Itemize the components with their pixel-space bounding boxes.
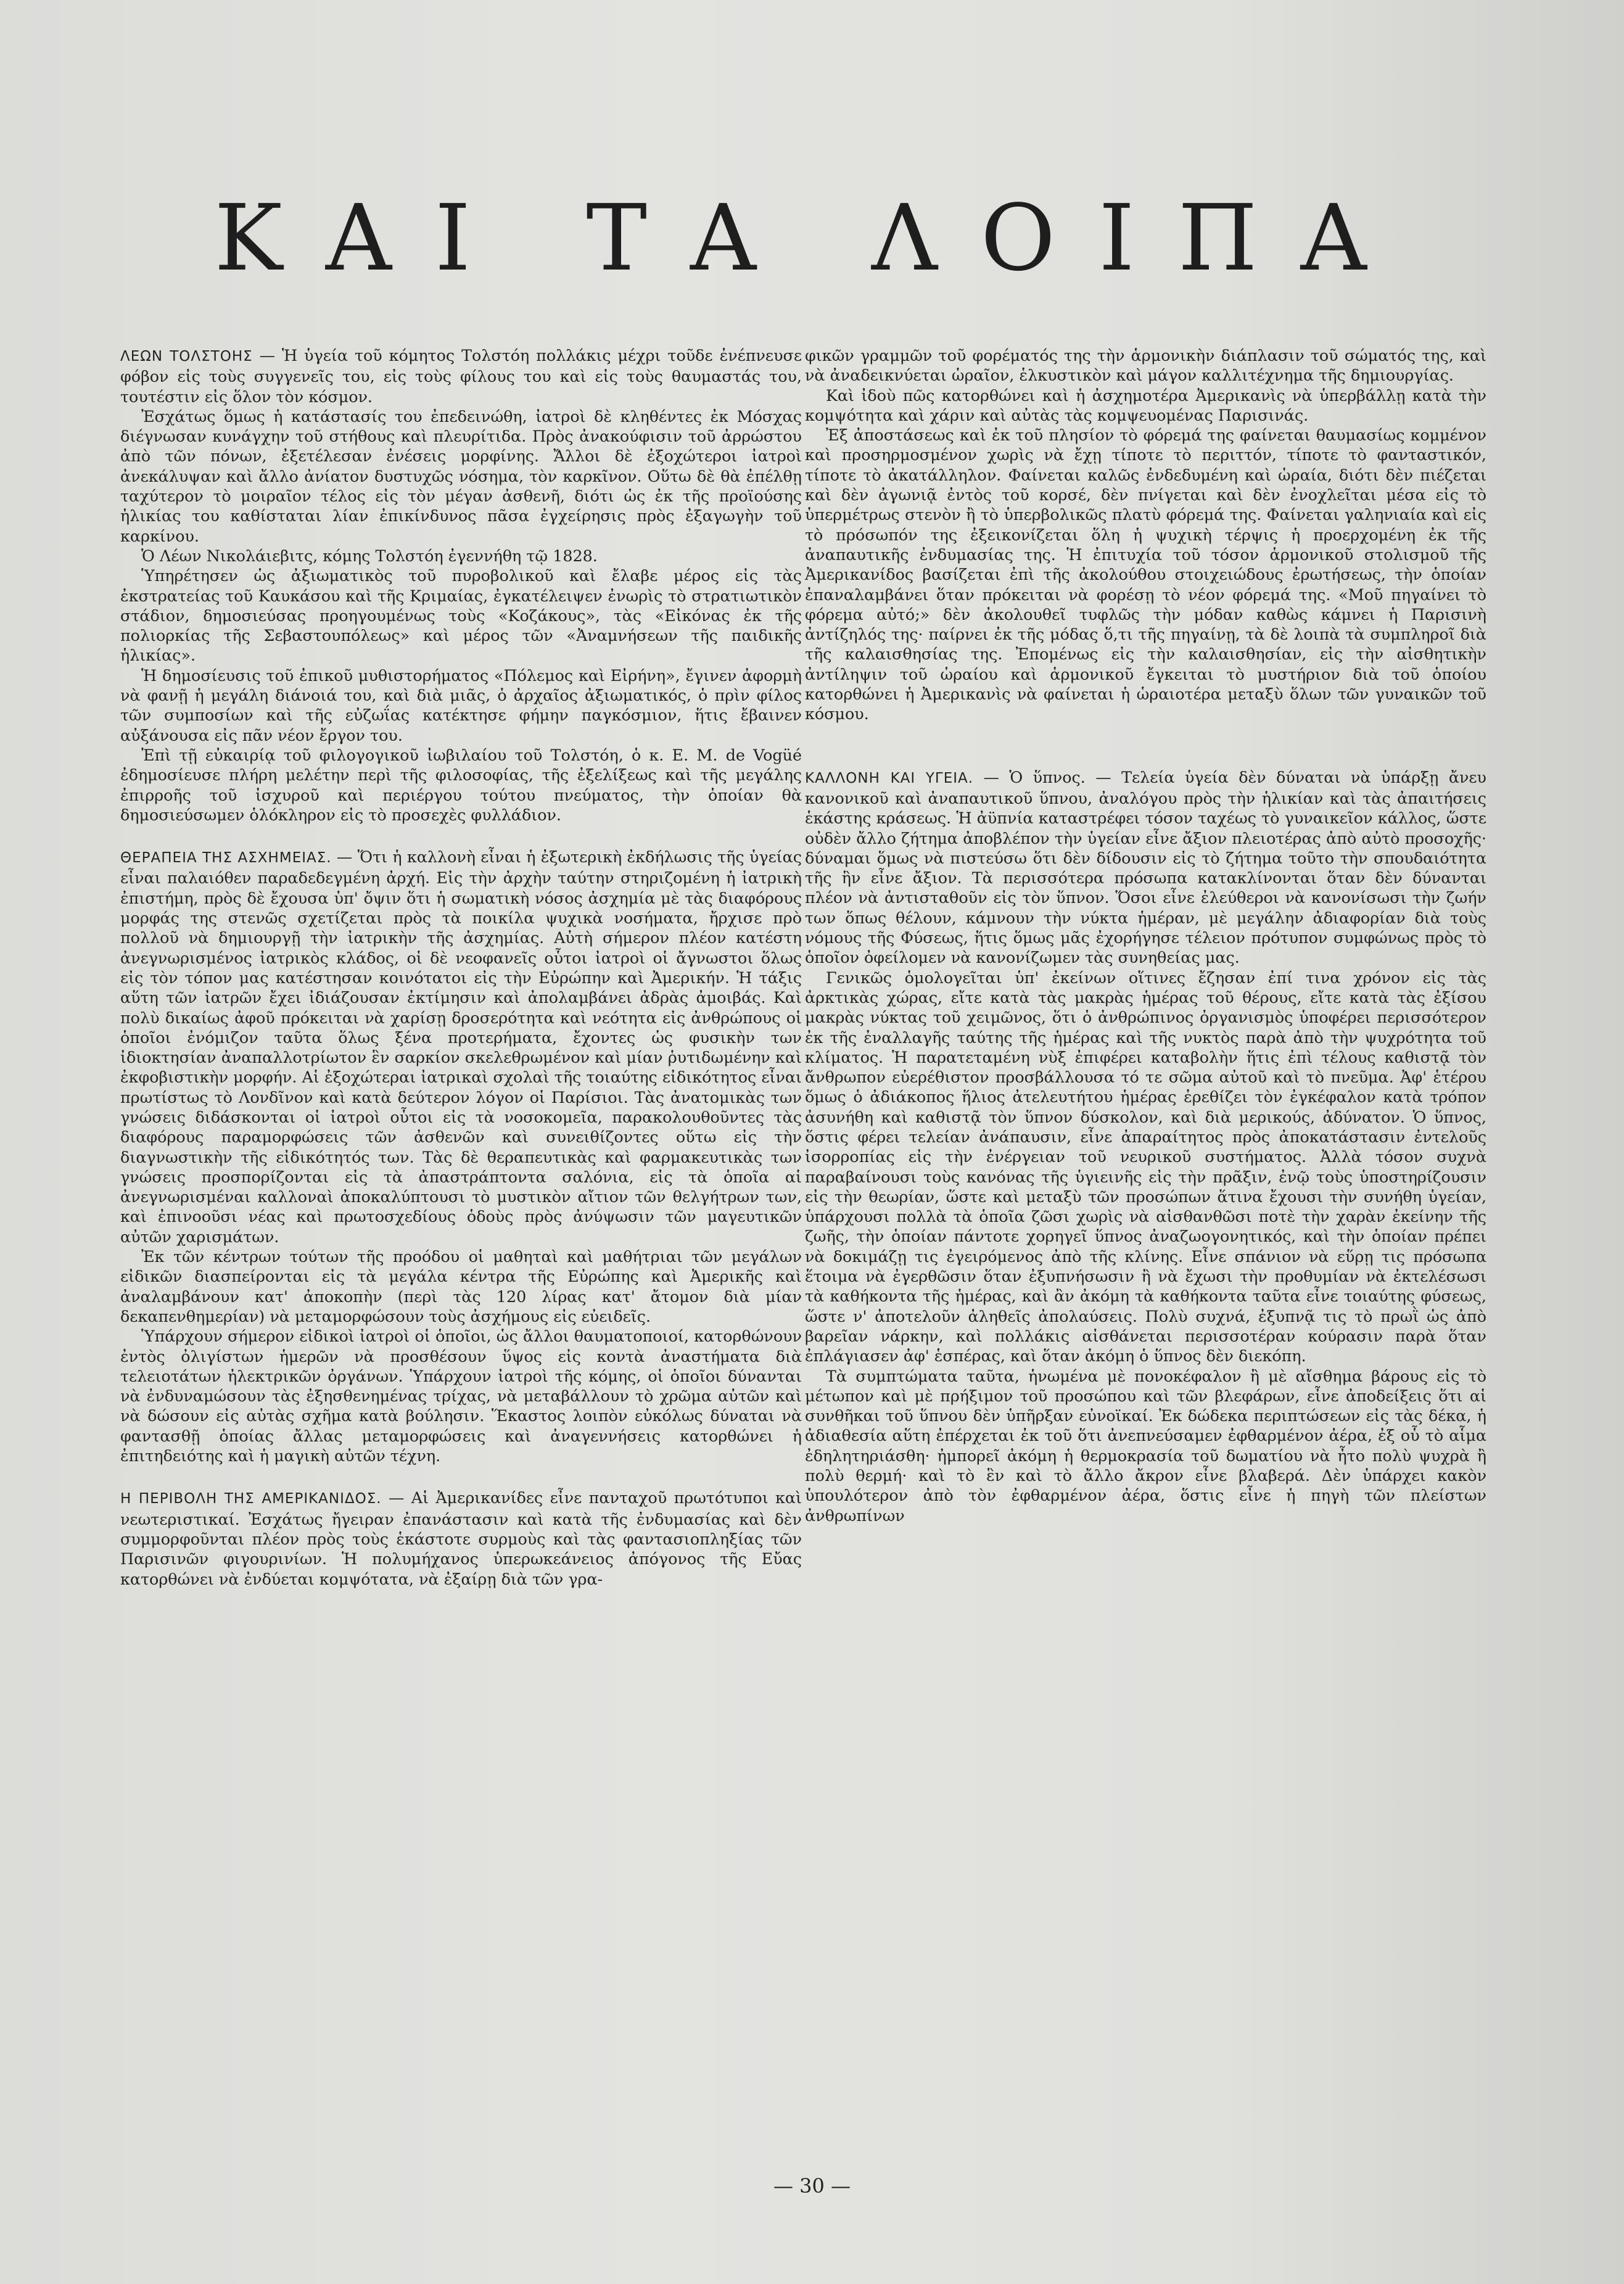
article-paragraph: Ἐπὶ τῇ εὐκαιρίᾳ τοῦ φιλογογικοῦ ἰωβιλαίου τοῦ Τολστόη, ὁ κ. E. M. de Vogüé ἐδημοσίευσε πλήρη μελέτην περὶ τῆς φιλοσοφίας, τῆς ἐξελίξεως καὶ τῆς μεγάλης ἐπιρροῆς τοῦ ἰσχυροῦ καὶ περιέργου τούτου πνεύματος, τὴν ὁποίαν θὰ δημοσιεύσωμεν ὁλόκληρον εἰς τὸ προσεχὲς φυλλάδιον. (120, 745, 802, 824)
article-paragraph: ΛΕΩΝ ΤΟΛΣΤΟΗΣ — Ἡ ὑγεία τοῦ κόμητος Τολστόη πολλάκις μέχρι τοῦδε ἐνέπνευσε φόβον εἰς τοὺς συγγενεῖς του, εἰς τοὺς φίλους του καὶ εἰς τοὺς θαυμαστάς του, τουτέστιν εἰς ὅλον τὸν κόσμον. (120, 346, 802, 406)
page-title: ΚΑΙ ΤΑ ΛΟΙΠΑ (214, 185, 1410, 291)
article-paragraph: Ἐκ τῶν κέντρων τούτων τῆς προόδου οἱ μαθηταὶ καὶ μαθήτριαι τῶν μεγάλων εἰδικῶν διασπείρονται εἰς τὰ μεγάλα κέντρα τῆς Εὐρώπης καὶ Ἀμερικῆς καὶ ἀναλαμβάνουν κατ' ἀποκοπὴν (περὶ τὰς 120 λίρας κατ' ἄτομον διὰ μίαν δεκαπενθημερίαν) νὰ μεταμορφώσουν τοὺς ἀσχήμους εἰς εὐειδεῖς. (120, 1247, 802, 1325)
article-paragraph: Η ΠΕΡΙΒΟΛΗ ΤΗΣ ΑΜΕΡΙΚΑΝΙΔΟΣ. — Αἱ Ἀμερικανίδες εἶνε πανταχοῦ πρωτότυποι καὶ νεωτεριστικαί. Ἐσχάτως ἤγειραν ἐπανάστασιν καὶ κατὰ τῆς ἐνδυμασίας καὶ δὲν συμμορφοῦνται πλέον πρὸς τοὺς ἑκάστοτε συρμοὺς καὶ τὰς φαντασιοπληξίας τῶν Παρισινῶν φιγουρινίων. Ἡ πολυμήχανος ὑπερωκεάνειος ἀπόγονος τῆς Εὔας κατορθώνει νὰ ἐνδύεται κομψότατα, νὰ ἐξαίρῃ διὰ τῶν γρα- (120, 1488, 802, 1588)
article-paragraph: Ὁ Λέων Νικολάιεβιτς, κόμης Τολστόη ἐγεννήθη τῷ 1828. (141, 546, 598, 565)
article-paragraph: ΚΑΛΛΟΝΗ ΚΑΙ ΥΓΕΙΑ. — Ὁ ὕπνος. — Τελεία ὑγεία δὲν δύναται νὰ ὑπάρξῃ ἄνευ κανονικοῦ καὶ ἀναπαυτικοῦ ὕπνου, ἀναλόγου πρὸς τὴν ἡλικίαν καὶ τὰς ἀπαιτήσεις ἑκάστης κράσεως. Ἡ ἀϋπνία καταστρέφει τόσον ταχέως τὸ γυναικεῖον κάλλος, ὥστε οὐδὲν ἄλλο ζήτημα ἀποβλέπον τὴν ὑγείαν εἶνε ἄξιον πλειοτέρας ἀπὸ αὐτὸ προσοχῆς· δύναμαι ὅμως νὰ πιστεύσω ὅτι δὲν δίδουσιν εἰς τὸ ζήτημα τοῦτο τὴν σπουδαιότητα τῆς ἣν εἶνε ἄξιον. Τὰ περισσότερα πρόσωπα κατακλίνονται ὅταν δὲν δύνανται πλέον νὰ ἀντισταθοῦν εἰς τὸν ὕπνον. Ὅσοι εἶνε ἐλεύθεροι νὰ κανονίσωσι τὴν ζωήν των ὅπως θέλουν, κάμνουν τὴν νύκτα ἡμέραν, μὲ μεγάλην ἀδιαφορίαν διὰ τοὺς νόμους τῆς Φύσεως, ἥτις ὅμως μᾶς ἐχορήγησε τέλειον πρότυπον συμφώνως πρὸς τὸ ὁποῖον ὀφείλομεν νὰ κανονίζωμεν τὰς συνηθείας μας. (805, 767, 1486, 967)
section-heading: ΚΑΛΛΟΝΗ ΚΑΙ ΥΓΕΙΑ. (805, 770, 974, 786)
right-column (805, 345, 1486, 1525)
article-paragraph: Ὑπάρχουν σήμερον εἰδικοὶ ἰατροὶ οἱ ὁποῖοι, ὡς ἄλλοι θαυματοποιοί, κατορθώνουν ἐντὸς ὀλιγίστων ἡμερῶν νὰ προσθέσουν ὕψος εἰς κοντὰ ἀναστήματα διὰ τελειοτάτων ἠλεκτρικῶν ὀργάνων. Ὑπάρχουν ἰατροὶ τῆς κόμης, οἱ ὁποῖοι δύνανται νὰ ἐνδυναμώσουν τὰς ἐξησθενημένας τρίχας, νὰ μεταβάλλουν τὸ χρῶμα αὐτῶν καὶ νὰ δώσουν εἰς αὐτὰς σχῆμα κατὰ βούλησιν. Ἕκαστος λοιπὸν εὐκόλως δύναται νὰ φαντασθῇ ὁποίας ἄλλας μεταμορφώσεις καὶ ἀναγεννήσεις κατορθώνει ἡ ἐπιτηδειότης καὶ ἡ μαγικὴ αὐτῶν τέχνη. (120, 1327, 802, 1466)
article-tolstoy (120, 345, 802, 825)
page-number: — 30 — (773, 2174, 851, 2198)
article-paragraph: Ἡ δημοσίευσις τοῦ ἐπικοῦ μυθιστορήματος «Πόλεμος καὶ Εἰρήνη», ἔγινεν ἀφορμὴ νὰ φανῇ ἡ μεγάλη διάνοιά του, καὶ διὰ μιᾶς, ὁ ἀρχαῖος ἀξιωματικός, ὁ πρὶν φίλος τῶν συμποσίων καὶ τῆς εὐζωΐας κατέκτησε φήμην παγκόσμιον, ἥτις ἔβαινεν αὐξάνουσα εἰς πᾶν νέον ἔργον του. (120, 666, 802, 744)
article-paragraph: Ἐσχάτως ὅμως ἡ κατάστασίς του ἐπεδεινώθη, ἰατροὶ δὲ κληθέντες ἐκ Μόσχας διέγνωσαν κυνάγχην τοῦ στήθους καὶ πλευρίτιδα. Πρὸς ἀνακούφισιν τοῦ ἀρρώστου ἀπὸ τῶν πόνων, ἐξετέλεσαν ἐνέσεις μορφίνης. Ἄλλοι δὲ ἐξοχώτεροι ἰατροὶ ἀνεκάλυψαν καὶ ἄλλο ἀνίατον δυστυχῶς νόσημα, τὸν καρκῖνον. Οὕτω δὲ θὰ ἐπέλθῃ ταχύτερον τὸ μοιραῖον τέλος εἰς τὸν μέγαν ἀσθενῆ, διότι ὡς ἐκ τῆς προϊούσης ἡλικίας του καθίσταται λίαν ἐπικίνδυνος πᾶσα ἐγχείρησις πρὸς ἐξαγωγὴν τοῦ καρκίνου. (120, 406, 802, 545)
article-paragraph: Ἐξ ἀποστάσεως καὶ ἐκ τοῦ πλησίον τὸ φόρεμά της φαίνεται θαυμασίως κομμένον καὶ προσηρμοσμένον χωρὶς νὰ ἔχῃ τίποτε τὸ περιττόν, τίποτε τὸ φανταστικόν, τίποτε τὸ ἀκατάλληλον. Φαίνεται καλῶς ἐνδεδυμένη καὶ ὡραία, διότι δὲν πιέζεται καὶ δὲν ἀγωνιᾷ ἐντὸς τοῦ κορσέ, δὲν πνίγεται καὶ δὲν ἐνοχλεῖται μέσα εἰς τὸ ὑπερμέτρως στενὸν ἢ τὸ ὑπερβολικῶς πλατὺ φόρεμά της. Φαίνεται γαληνιαία καὶ εἰς τὸ πρόσωπόν της ἐξεικονίζεται ὅλη ἡ ψυχικὴ τέρψις ἡ προερχομένη ἐκ τῆς ἀναπαυτικῆς ἐνδυμασίας της. Ἡ ἐπιτυχία τοῦ τόσον ἁρμονικοῦ στολισμοῦ τῆς Ἀμερικανίδος βασίζεται ἐπὶ τῆς ἀκολούθου στοιχειώδους ἐρωτήσεως, τὴν ὁποίαν ἐπαναλαμβάνει ὅταν πρόκειται νὰ φορέσῃ τὸ νέον φόρεμά της. «Μοῦ πηγαίνει τὸ φόρεμα αὐτό;» δὲν ἀκολουθεῖ τυφλῶς τὴν μόδαν καθὼς κάμνει ἡ Παρισινὴ ἀντίζηλός της· παίρνει ἐκ τῆς μόδας ὅ,τι τῆς πηγαίνῃ, τὰ δὲ λοιπὰ τὰ συμπληροῖ διὰ τῆς καλαισθησίας της. Ἐπομένως εἰς τὴν καλαισθησίαν, εἰς τὴν αἰσθητικὴν ἀντίληψιν τοῦ ὡραίου καὶ ἁρμονικοῦ ἔγκειται τὸ μυστήριον διὰ τοῦ ὁποίου κατορθώνει ἡ Ἀμερικανὶς νὰ φαίνεται ἡ ὡραιοτέρα μεταξὺ ὅλων τῶν γυναικῶν τοῦ κόσμου. (805, 426, 1486, 724)
section-heading: ΘΕΡΑΠΕΙΑ ΤΗΣ ΑΣΧΗΜΕΙΑΣ. (120, 850, 332, 867)
article-paragraph: Γενικῶς ὁμολογεῖται ὑπ' ἐκείνων οἵτινες ἔζησαν ἐπί τινα χρόνον εἰς τὰς ἀρκτικὰς χώρας, εἴτε κατὰ τὰς μακρὰς ἡμέρας τοῦ θέρους, εἴτε κατὰ τὰς ἐξίσου μακρὰς νύκτας τοῦ χειμῶνος, ὅτι ὁ ἀνθρώπινος ὀργανισμὸς ὑποφέρει περισσότερον ἐκ τῆς ἐναλλαγῆς ταύτης τῆς ἡμέρας καὶ τῆς νυκτὸς παρὰ ἀπὸ τὴν ψυχρότητα τοῦ κλίματος. Ἡ παρατεταμένη νὺξ ἐπιφέρει καταβολὴν ἥτις ἐπὶ τέλους καθιστᾷ τὸν ἄνθρωπον εὐερέθιστον προσβάλλουσα τό τε σῶμα αὐτοῦ καὶ τὸ πνεῦμα. Ἀφ' ἑτέρου ὅμως ὁ ἀδιάκοπος ἥλιος ἀτελευτήτου ἡμέρας ἐρεθίζει τὸν ἐγκέφαλον κατὰ τρόπον ἀσυνήθη καὶ καθιστᾷ τὸν ὕπνον δύσκολον, καὶ διὰ μερικούς, ἀδύνατον. Ὁ ὕπνος, ὅστις φέρει τελείαν ἀνάπαυσιν, εἶνε ἀπαραίτητος πρὸς ἀποκατάστασιν ἐντελοῦς ἰσορροπίας εἰς τὴν ἐνέργειαν τοῦ νευρικοῦ συστήματος. Ἀλλὰ τόσον συχνὰ παραβαίνουσι τοὺς κανόνας τῆς ὑγιεινῆς εἰς τὴν πρᾶξιν, ἐνῷ τοὺς ὑποστηρίζουσιν εἰς τὴν θεωρίαν, ὥστε καὶ μεταξὺ τῶν προσώπων ἅτινα ἔχουσι τὴν συνήθη ὑγείαν, ὑπάρχουσι πολλὰ τὰ ὁποῖα ζῶσι χωρὶς νὰ αἰσθανθῶσι ποτὲ τὴν χαρὰν ἐκείνην τῆς ζωῆς, τὴν ὁποίαν πάντοτε χορηγεῖ ὕπνος ἀναζωογονητικός, καὶ τὴν ὁποίαν πρέπει νὰ δοκιμάζῃ τις ἐγειρόμενος ἀπὸ τῆς κλίνης. Εἶνε σπάνιον νὰ εὕρῃ τις πρόσωπα ἕτοιμα νὰ ἐγερθῶσιν ὅταν ἐξυπνήσωσιν ἢ νὰ ἔχωσι τὴν προθυμίαν νὰ ἐκτελέσωσι τὰ καθήκοντα τῆς ἡμέρας, καὶ ἂν ἀκόμη τὰ καθήκοντα ταῦτα εἶνε τοιαύτης φύσεως, ὥστε ν' ἀποτελοῦν ἀληθεῖς ἀπολαύσεις. Πολὺ συχνά, ἐξυπνᾷ τις τὸ πρωῒ ὡς ἀπὸ βαρεῖαν νάρκην, καὶ πολλάκις αἰσθάνεται περισσοτέραν κούρασιν παρὰ ὅταν ἐπλάγιασεν ἀφ' ἑσπέρας, καὶ ὅταν ἀκόμη ὁ ὕπνος δὲν διεκόπη. (805, 968, 1486, 1366)
article-paragraph: ΘΕΡΑΠΕΙΑ ΤΗΣ ΑΣΧΗΜΕΙΑΣ. — Ὅτι ἡ καλλονὴ εἶναι ἡ ἐξωτερικὴ ἐκδήλωσις τῆς ὑγείας εἶναι παλαιόθεν παραδεδεγμένη ἀρχή. Εἰς τὴν ἀρχὴν ταύτην στηριζομένη ἡ ἰατρικὴ ἐπιστήμη, πρὸς δὲ ἔχουσα ὑπ' ὄψιν ὅτι ἡ σωματικὴ νόσος ἀσχημία μὲ τὰς διαφόρους μορφάς της στενῶς σχετίζεται πρὸς τὰ ποικίλα ψυχικὰ νοσήματα, ἤρχισε πρὸ πολλοῦ νὰ δημιουργῇ τὴν ἰατρικὴν τῆς ἀσχημίας. Αὐτὴ σήμερον πλέον κατέστη ἀνεγνωρισμένος ἰατρικὸς κλάδος, οἱ δὲ νεοφανεῖς οὗτοι ἰατροὶ οἱ ἄγνωστοι ὅλως εἰς τὸν τόπον μας κατέστησαν κοινότατοι εἰς τὴν Εὐρώπην καὶ Ἀμερικήν. Ἡ τάξις αὕτη τῶν ἰατρῶν ἔχει ἰδιάζουσαν ἐκτίμησιν καὶ ἀπολαμβάνει ἀδρὰς ἀμοιβάς. Καὶ πολὺ δικαίως ἀφοῦ πρόκειται νὰ χαρίσῃ δροσερότητα καὶ νεότητα εἰς ἀνθρώπους οἱ ὁποῖοι ἐνόμιζον ταῦτα ὅλως ξένα προτερήματα, ἔχοντες ὡς φυσικὴν των ἰδιοκτησίαν ἀναπαλλοτρίωτον ἓν σαρκίον σκελεθρωμένον καὶ μίαν ῥυτιδωμένην καὶ ἐκφοβιστικὴν μορφήν. Αἱ ἐξοχώτεραι ἰατρικαὶ σχολαὶ τῆς τοιαύτης εἰδικότητος εἶναι πρωτίστως τὸ Λονδῖνον καὶ κατὰ δεύτερον λόγον οἱ Παρίσιοι. Τὰς ἀνατομικὰς των γνώσεις διδάσκονται οἱ ἰατροὶ οὗτοι εἰς τὰ νοσοκομεῖα, παρακολουθοῦντες τὰς διαφόρους παραμορφώσεις τῶν ἀσθενῶν καὶ συνειθίζοντες οὕτω εἰς τὴν διαγνωστικὴν τῆς εἰδικότητός των. Τὰς δὲ θεραπευτικὰς καὶ φαρμακευτικὰς των γνώσεις προσπορίζονται εἰς τὰ ἀπαστράπτοντα σαλόνια, εἰς τὰ ὁποῖα αἱ ἀνεγνωρισμέναι καλλοναὶ ἀποκαλύπτουσι τὸ μυστικὸν αἴτιον τῶν θελγήτρων των, καὶ ἐπινοοῦσι νέας καὶ πρωτοσχεδίους ὁδοὺς πρὸς ἀνύψωσιν τῶν μαγευτικῶν αὐτῶν χαρισμάτων. (120, 847, 802, 1246)
article-paragraph: Ὑπηρέτησεν ὡς ἀξιωματικὸς τοῦ πυροβολικοῦ καὶ ἔλαβε μέρος εἰς τὰς ἐκστρατείας τοῦ Καυκάσου καὶ τῆς Κριμαίας, ἐγκατέλειψεν ἐνωρὶς τὸ στρατιωτικὸν στάδιον, δημοσιεύσας προηγουμένως τοὺς «Κοζάκους», τὰς «Εἰκόνας ἐκ τῆς πολιορκίας τῆς Σεβαστουπόλεως» καὶ μέρος τῶν «Ἀναμνήσεων τῆς παιδικῆς ἡλικίας». (120, 566, 802, 665)
article-paragraph: Τὰ συμπτώματα ταῦτα, ἡνωμένα μὲ πονοκέφαλον ἢ μὲ αἴσθημα βάρους εἰς τὸ μέτωπον καὶ μὲ πρήξιμον τοῦ προσώπου καὶ τῶν βλεφάρων, εἶνε ἀποδείξεις ὅτι αἱ συνθῆκαι τοῦ ὕπνου δὲν ὑπῆρξαν εὐνοϊκαί. Ἐκ δώδεκα περιπτώσεων εἰς τὰς δέκα, ἡ ἀδιαθεσία αὕτη ἐπέρχεται ἐκ τοῦ ὅτι ἀνεπνεύσαμεν ἐφθαρμένον ἀέρα, ἐξ οὗ τὸ αἷμα ἐδηλητηριάσθη· ἠμπορεῖ ἀκόμη ἡ θερμοκρασία τοῦ δωματίου νὰ ἦτο πολὺ ψυχρὰ ἢ πολὺ θερμή· καὶ τὸ ἓν καὶ τὸ ἄλλο ἄκρον εἶνε βλαβερά. Δὲν ὑπάρχει κακὸν ὑπουλότερον ἀπὸ τὸν ἐφθαρμένον ἀέρα, ὅστις εἶνε ἡ πηγὴ τῶν πλείστων ἀνθρωπίνων (805, 1366, 1486, 1525)
section-heading: Η ΠΕΡΙΒΟΛΗ ΤΗΣ ΑΜΕΡΙΚΑΝΙΔΟΣ. (120, 1491, 382, 1507)
article-beauty-health (805, 767, 1486, 1525)
article-american-attire (120, 1488, 802, 1588)
left-column (120, 345, 802, 1589)
article-paragraph: Καὶ ἰδοὺ πῶς κατορθώνει καὶ ἡ ἀσχημοτέρα Ἀμερικανὶς νὰ ὑπερβάλλῃ κατὰ τὴν κομψότητα καὶ χάριν καὶ αὐτὰς τὰς κομψευομένας Παρισινάς. (805, 385, 1486, 424)
article-paragraph: φικῶν γραμμῶν τοῦ φορέματός της τὴν ἁρμονικὴν διάπλασιν τοῦ σώματός της, καὶ νὰ ἀναδεικνύεται ὡραῖον, ἑλκυστικὸν καὶ μάγον καλλιτέχνημα τῆς δημιουργίας. (805, 346, 1486, 385)
article-american-attire-continued (805, 345, 1486, 724)
article-ugliness-therapy (120, 847, 802, 1466)
section-heading: ΛΕΩΝ ΤΟΛΣΤΟΗΣ (120, 348, 253, 365)
